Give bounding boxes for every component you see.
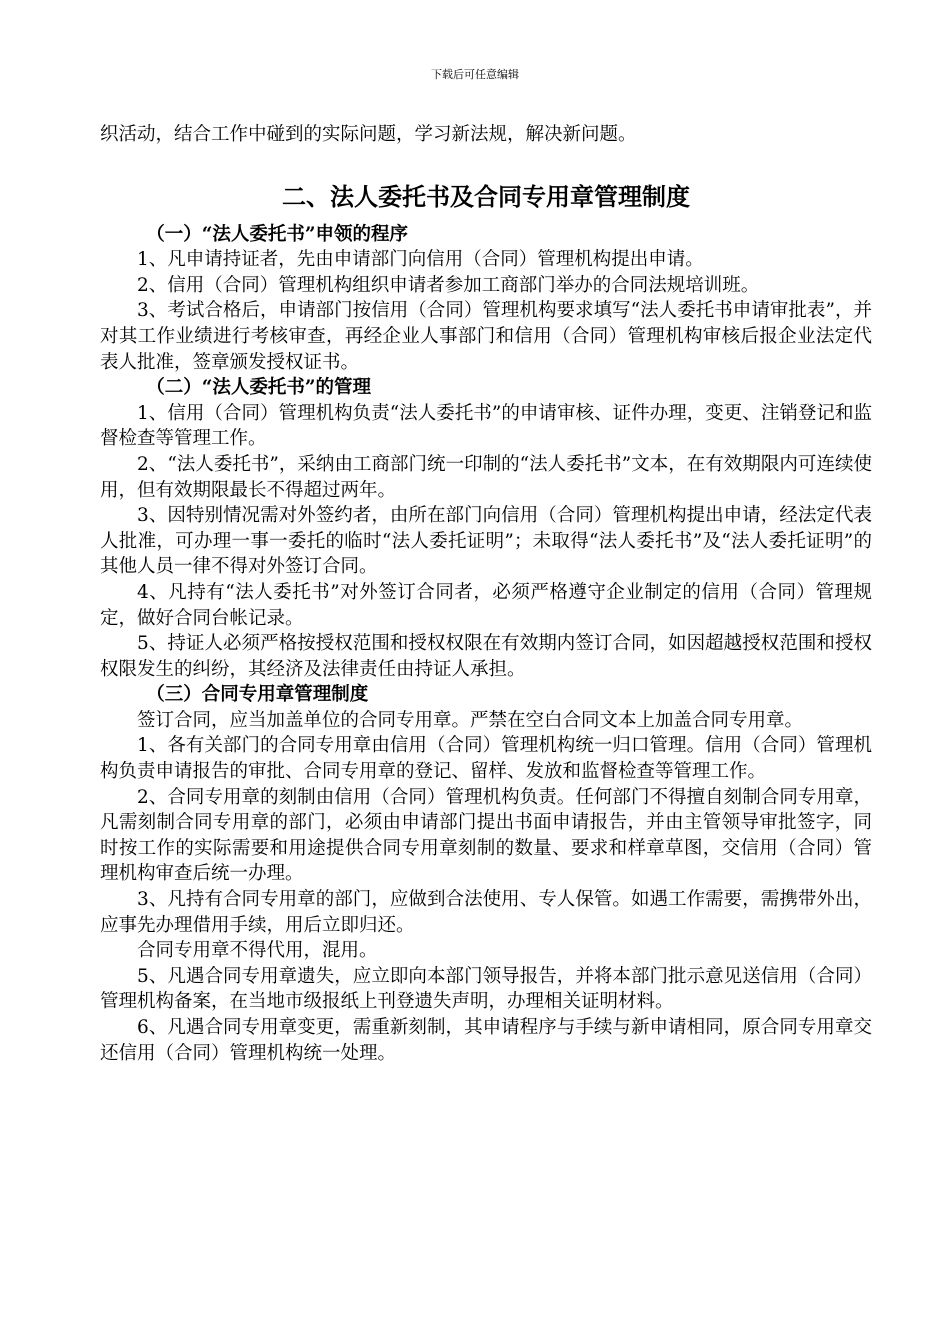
paragraph: 2、合同专用章的刻制由信用（合同）管理机构负责。任何部门不得擅自刻制合同专用章，凡需刻制合同专用章的部门，必须由申请部门提出书面申请报告，并由主管领导审批签字，同时按工作的实际需要和用途提供合同专用章刻制的数量、要求和样章草图，交信用（合同）管理机构审查后统一办理。 xyxy=(100,786,872,885)
document-body xyxy=(100,122,872,1066)
paragraph: 2、信用（合同）管理机构组织申请者参加工商部门举办的合同法规培训班。 xyxy=(137,274,760,296)
page-header-note: 下载后可任意编辑 xyxy=(431,68,519,81)
paragraph: 4、凡持有“法人委托书”对外签订合同者，必须严格遵守企业制定的信用（合同）管理规定，做好合同台帐记录。 xyxy=(100,581,872,629)
paragraph: 1、各有关部门的合同专用章由信用（合同）管理机构统一归口管理。信用（合同）管理机构负责申请报告的审批、合同专用章的登记、留样、发放和监督检查等管理工作。 xyxy=(100,735,872,783)
subsection-heading-2: （二）“法人委托书”的管理 xyxy=(146,377,372,399)
paragraph: 3、因特别情况需对外签约者，由所在部门向信用（合同）管理机构提出申请，经法定代表人批准，可办理一事一委托的临时“法人委托证明”；未取得“法人委托书”及“法人委托证明”的其他人员一律不得对外签订合同。 xyxy=(100,505,873,578)
paragraph: 5、凡遇合同专用章遗失，应立即向本部门领导报告，并将本部门批示意见送信用（合同）管理机构备案，在当地市级报纸上刊登遗失声明，办理相关证明材料。 xyxy=(100,965,872,1013)
intro-paragraph: 织活动，结合工作中碰到的实际问题，学习新法规，解决新问题。 xyxy=(100,124,637,145)
paragraph: 1、信用（合同）管理机构负责“法人委托书”的申请审核、证件办理，变更、注销登记和监督检查等管理工作。 xyxy=(100,402,872,450)
paragraph: 3、凡持有合同专用章的部门，应做到合法使用、专人保管。如遇工作需要，需携带外出，应事先办理借用手续，用后立即归还。 xyxy=(100,889,872,936)
subsection-heading-3: （三）合同专用章管理制度 xyxy=(146,684,369,706)
paragraph: 3、考试合格后，申请部门按信用（合同）管理机构要求填写“法人委托书申请审批表”，并对其工作业绩进行考核审查，再经企业人事部门和信用（合同）管理机构审核后报企业法定代表人批准，签章颁发授权证书。 xyxy=(100,300,872,373)
paragraph: 2、“法人委托书”，采纳由工商部门统一印制的“法人委托书”文本，在有效期限内可连续使用，但有效期限最长不得超过两年。 xyxy=(100,453,872,501)
paragraph: 1、凡申请持证者，先由申请部门向信用（合同）管理机构提出申请。 xyxy=(137,249,704,271)
paragraph: 6、凡遇合同专用章变更，需重新刻制，其申请程序与手续与新申请相同，原合同专用章交还信用（合同）管理机构统一处理。 xyxy=(100,1017,872,1064)
paragraph: 合同专用章不得代用，混用。 xyxy=(137,940,378,962)
section-title: 二、法人委托书及合同专用章管理制度 xyxy=(282,182,690,211)
paragraph: 签订合同，应当加盖单位的合同专用章。严禁在空白合同文本上加盖合同专用章。 xyxy=(137,709,804,731)
paragraph: 5、持证人必须严格按授权范围和授权权限在有效期内签订合同，如因超越授权范围和授权权限发生的纠纷，其经济及法律责任由持证人承担。 xyxy=(100,633,872,680)
subsection-heading-1: （一）“法人委托书”申领的程序 xyxy=(146,223,409,245)
